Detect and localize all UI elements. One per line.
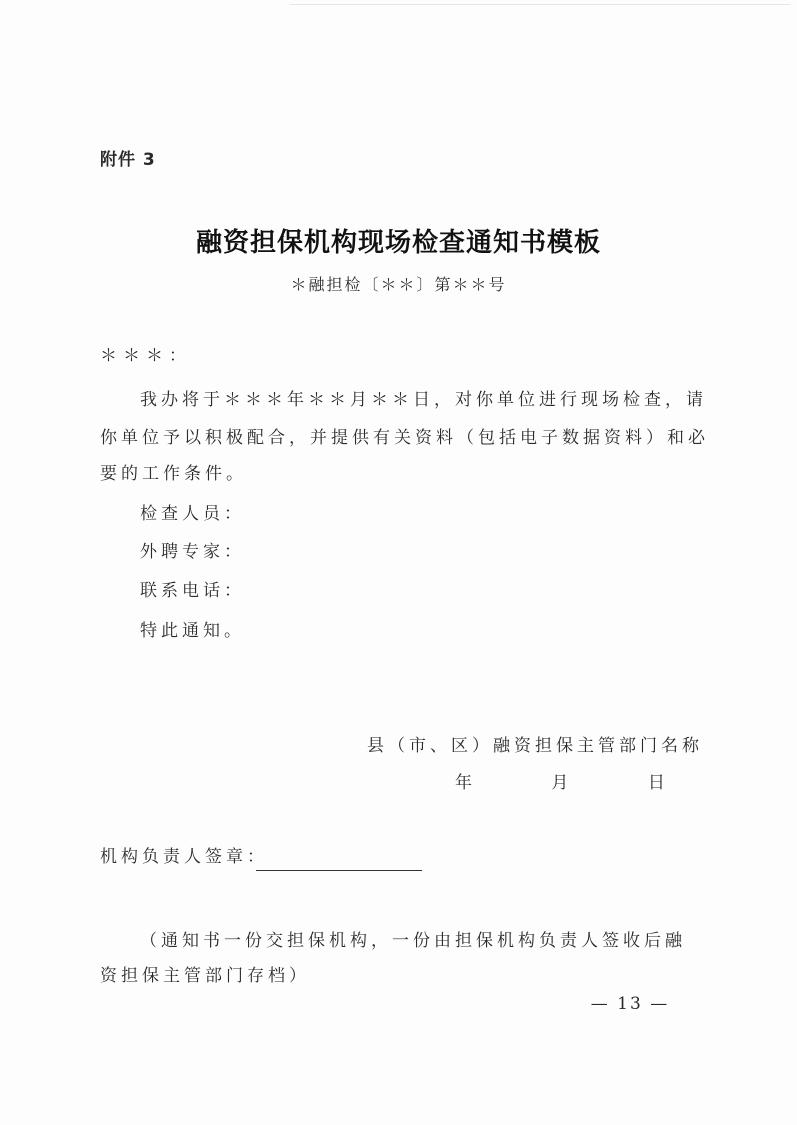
date-line <box>455 772 709 794</box>
body-paragraph-line-2: 你单位予以积极配合，并提供有关资料（包括电子数据资料）和必 <box>100 428 709 448</box>
document-number: ＊融担检〔＊＊〕第＊＊号 <box>290 275 507 294</box>
note-line-1: （通知书一份交担保机构，一份由担保机构负责人签收后融 <box>140 931 686 951</box>
date-year: 年 <box>455 773 472 793</box>
closing-remark: 特此通知。 <box>140 621 245 641</box>
page-number: — 13 — <box>590 994 670 1014</box>
body-paragraph-line-1: 我办将于＊＊＊年＊＊月＊＊日，对你单位进行现场检查，请 <box>140 390 707 410</box>
date-month: 月 <box>551 773 569 793</box>
signature-label: 机构负责人签章： <box>100 847 268 867</box>
date-day: 日 <box>647 773 665 793</box>
scan-edge-divider <box>290 4 790 5</box>
signature-line <box>256 870 422 871</box>
inspectors-field: 检查人员： <box>140 504 245 524</box>
document-title: 融资担保机构现场检查通知书模板 <box>195 228 601 258</box>
note-line-2: 资担保主管部门存档） <box>100 966 310 986</box>
addressee: ＊＊＊： <box>100 346 192 366</box>
attachment-label: 附件 3 <box>100 150 156 170</box>
phone-field: 联系电话： <box>140 581 245 601</box>
experts-field: 外聘专家： <box>140 542 245 562</box>
body-paragraph-line-3: 要的工作条件。 <box>100 464 247 484</box>
department-name: 县（市、区）融资担保主管部门名称 <box>367 736 703 756</box>
